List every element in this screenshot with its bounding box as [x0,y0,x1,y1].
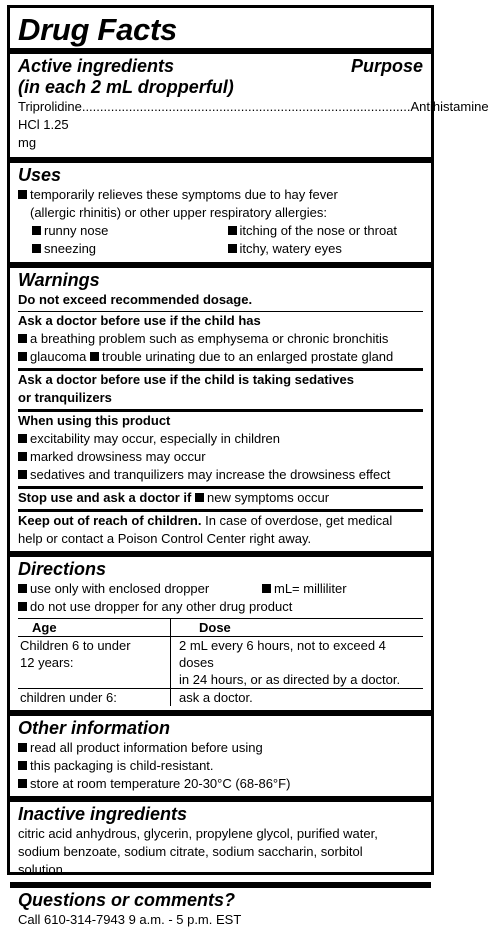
active-ingredients-subheading: (in each 2 mL dropperful) [18,77,234,97]
info-item: read all product information before using [30,740,263,755]
directions-heading: Directions [18,559,107,579]
bullet-icon [18,584,27,593]
symptom-item: itchy, watery eyes [239,241,342,256]
warnings-section [18,268,423,551]
inactive-line: solution [18,862,63,877]
table-row [18,689,423,707]
warning-item: glaucoma [30,349,87,364]
active-ingredients-section [18,54,489,153]
age-cell: 12 years: [20,655,74,670]
keep-out-text: In case of overdose, get medical [201,513,393,528]
inactive-ingredients-section [18,802,423,882]
warning-item: sedatives and tranquilizers may increase the drowsiness effect [30,467,391,482]
dose-column-header: Dose [171,619,424,637]
bullet-icon [18,452,27,461]
bullet-icon [262,584,271,593]
warning-item: trouble urinating due to an enlarged prostate gland [102,349,394,364]
direction-item: mL= milliliter [274,581,347,596]
keep-out-text-2: help or contact a Poison Control Center right away. [18,531,312,546]
bullet-icon [18,470,27,479]
info-item: store at room temperature 20-30°C (68-86°F) [30,776,291,791]
direction-item: use only with enclosed dropper [30,581,210,596]
uses-line-1: temporarily relieves these symptoms due to hay fever [30,187,338,202]
drug-facts-title: Drug Facts [18,12,177,47]
contact-phone: Call 610-314-7943 9 a.m. - 5 p.m. EST [18,912,242,927]
questions-heading: Questions or comments? [18,890,236,910]
ask-doctor-sedatives-heading-2: or tranquilizers [18,390,112,405]
warning-item: new symptoms occur [207,490,330,505]
ask-doctor-heading: Ask a doctor before use if the child has [18,313,261,328]
ingredient-name: Triprolidine HCl 1.25 mg [18,99,82,150]
bullet-icon [228,244,237,253]
warning-item: excitability may occur, especially in children [30,431,280,446]
bullet-icon [18,761,27,770]
uses-line-2: (allergic rhinitis) or other upper respiratory allergies: [30,205,327,220]
warning-item: marked drowsiness may occur [30,449,206,464]
inactive-line: citric acid anhydrous, glycerin, propylene glycol, purified water, [18,826,378,841]
drug-facts-panel [7,5,489,927]
bullet-icon [18,602,27,611]
table-row [18,637,423,689]
purpose-heading: Purpose [350,56,423,76]
directions-section [18,557,423,710]
age-cell: children under 6: [18,689,171,707]
info-item: this packaging is child-resistant. [30,758,214,773]
bullet-icon [32,226,41,235]
warnings-heading: Warnings [18,270,100,290]
bullet-icon [18,779,27,788]
warning-item: a breathing problem such as emphysema or chronic bronchitis [30,331,389,346]
inactive-ingredients-heading: Inactive ingredients [18,804,188,824]
other-information-heading: Other information [18,718,170,738]
dose-cell: in 24 hours, or as directed by a doctor. [179,672,401,687]
questions-section [18,888,423,929]
dose-cell: ask a doctor. [179,690,253,705]
inactive-line: sodium benzoate, sodium citrate, sodium saccharin, sorbitol [18,844,363,859]
bullet-icon [18,352,27,361]
symptom-item: sneezing [44,241,97,256]
direction-item: do not use dropper for any other drug product [30,599,293,614]
leader-dots: ........................................................................................... [81,99,411,114]
bullet-icon [18,334,27,343]
bullet-icon [90,352,99,361]
bullet-icon [18,434,27,443]
dose-cell: 2 mL every 6 hours, not to exceed 4 doses [179,638,386,670]
ask-doctor-sedatives-heading: Ask a doctor before use if the child is taking sedatives [18,372,354,387]
stop-use-heading: Stop use and ask a doctor if [18,490,192,505]
bullet-icon [195,493,204,502]
age-cell: Children 6 to under [20,638,131,653]
symptom-item: itching of the nose or throat [239,223,398,238]
bullet-icon [18,190,27,199]
other-information-section [18,716,423,796]
dosage-warning: Do not exceed recommended dosage. [18,292,253,307]
bullet-icon [32,244,41,253]
bullet-icon [228,226,237,235]
age-column-header: Age [18,619,171,637]
when-using-heading: When using this product [18,413,171,428]
bullet-icon [18,743,27,752]
ingredient-purpose: Antihistamine [410,99,489,114]
dosage-table [18,618,423,706]
keep-out-heading: Keep out of reach of children. [18,513,202,528]
symptom-item: runny nose [44,223,109,238]
uses-section [18,163,423,262]
active-ingredients-heading: Active ingredients [18,56,175,76]
uses-heading: Uses [18,165,62,185]
